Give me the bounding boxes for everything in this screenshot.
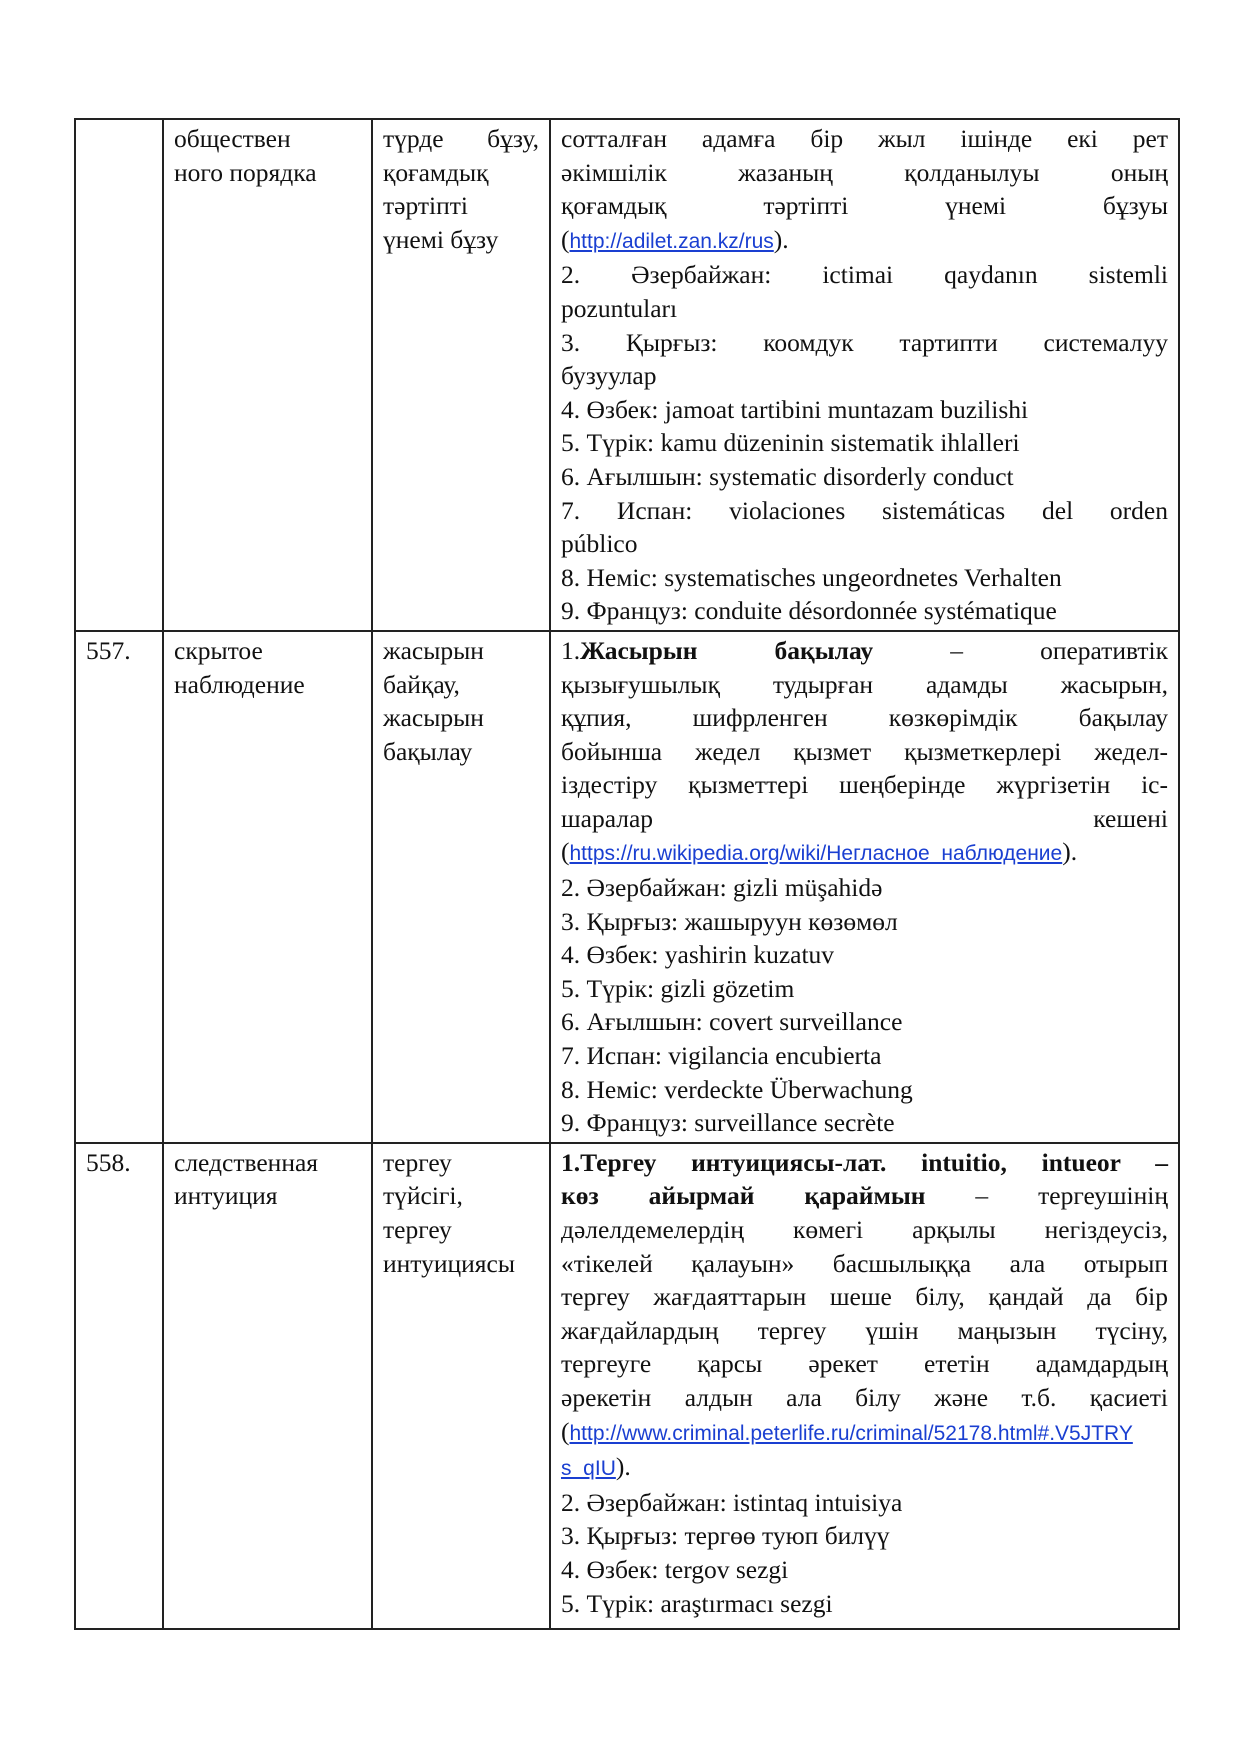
source-link[interactable]: http://adilet.zan.kz/rus	[569, 229, 774, 253]
glossary-table	[74, 118, 1180, 1630]
definition-cell: 1.Жасырын бақылау – оперативтік қызығушылық тудырған адамды жасырын, құпия, шифрленген көзкөрімдік бақылау бойынша жедел қызмет қызметкерлері жедел- іздестіру қызметтері шеңберінде жүргізетін іс- шаралар кешені (https://ru.wikipedia.org/wiki/Негласное_наблюдение). 2. Әзербайжан: gizli müşahidə 3. Қырғыз: жашыруун көзөмөл 4. Өзбек: yashirin kuzatuv 5. Түрік: gizli gözetim 6. Ағылшын: covert surveillance 7. Испан: vigilancia encubierta 8. Неміс: verdeckte Überwachung 9. Француз: surveillance secrète	[550, 631, 1179, 1143]
source-link[interactable]: http://www.criminal.peterlife.ru/criminal/52178.html#.V5JTRY	[569, 1421, 1133, 1445]
term-heading-cont: көз айырмай қараймын	[561, 1181, 926, 1211]
definition-cell: 1.Тергеу интуициясы-лат. intuitio, intueor – көз айырмай қараймын – тергеушінің дәлелдемелердің көмегі арқылы негіздеусіз, «тікелей қалауын» басшылыққа ала отырып тергеу жағдаяттарын шеше білу, қандай да бір жағдайлардың тергеу үшін маңызын түсіну, тергеуге қарсы әрекет ететін адамдардың әрекетін алдын ала білу және т.б. қасиеті (http://www.criminal.peterlife.ru/criminal/52178.html#.V5JTRY s_qIU). 2. Әзербайжан: istintaq intuisiya 3. Қырғыз: тергөө туюп билүү 4. Өзбек: tergov sezgi 5. Түрік: araştırmacı sezgi	[550, 1143, 1179, 1629]
russian-term: следственная интуиция	[163, 1143, 372, 1629]
entry-number: 557.	[75, 631, 163, 1143]
entry-number: 558.	[75, 1143, 163, 1629]
kazakh-term: түрде бұзу, қоғамдық тәртіпті үнемі бұзу	[372, 119, 550, 631]
table-row	[75, 119, 1179, 631]
definition-cell: сотталған адамға бір жыл ішінде екі рет әкімшілік жазаның қолданылуы оның қоғамдық тәртіпті үнемі бұзуы (http://adilet.zan.kz/rus). 2. Әзербайжан: ictimai qaydanın sistemli pozuntuları 3. Қырғыз: коомдук тартипти системалуу бузуулар 4. Өзбек: jamoat tartibini muntazam buzilishi 5. Түрік: kamu düzeninin sistematik ihlalleri 6. Ағылшын: systematic disorderly conduct 7. Испан: violaciones sistemáticas del orden público 8. Неміс: systematisches ungeordnetes Verhalten 9. Француз: conduite désordonnée systématique	[550, 119, 1179, 631]
kazakh-term: тергеу түйсігі, тергеу интуициясы	[372, 1143, 550, 1629]
table-row	[75, 631, 1179, 1143]
russian-term: обществен ного порядка	[163, 119, 372, 631]
russian-term: скрытое наблюдение	[163, 631, 372, 1143]
term-heading: 1.Тергеу интуициясы-лат. intuitio, intueor –	[561, 1147, 1168, 1177]
source-link[interactable]: https://ru.wikipedia.org/wiki/Негласное_наблюдение	[569, 842, 1063, 866]
entry-number	[75, 119, 163, 631]
term-heading: Жасырын бақылау	[580, 635, 874, 665]
table-row	[75, 1143, 1179, 1629]
source-link-cont[interactable]: s_qIU	[561, 1457, 616, 1481]
kazakh-term: жасырын байқау, жасырын бақылау	[372, 631, 550, 1143]
